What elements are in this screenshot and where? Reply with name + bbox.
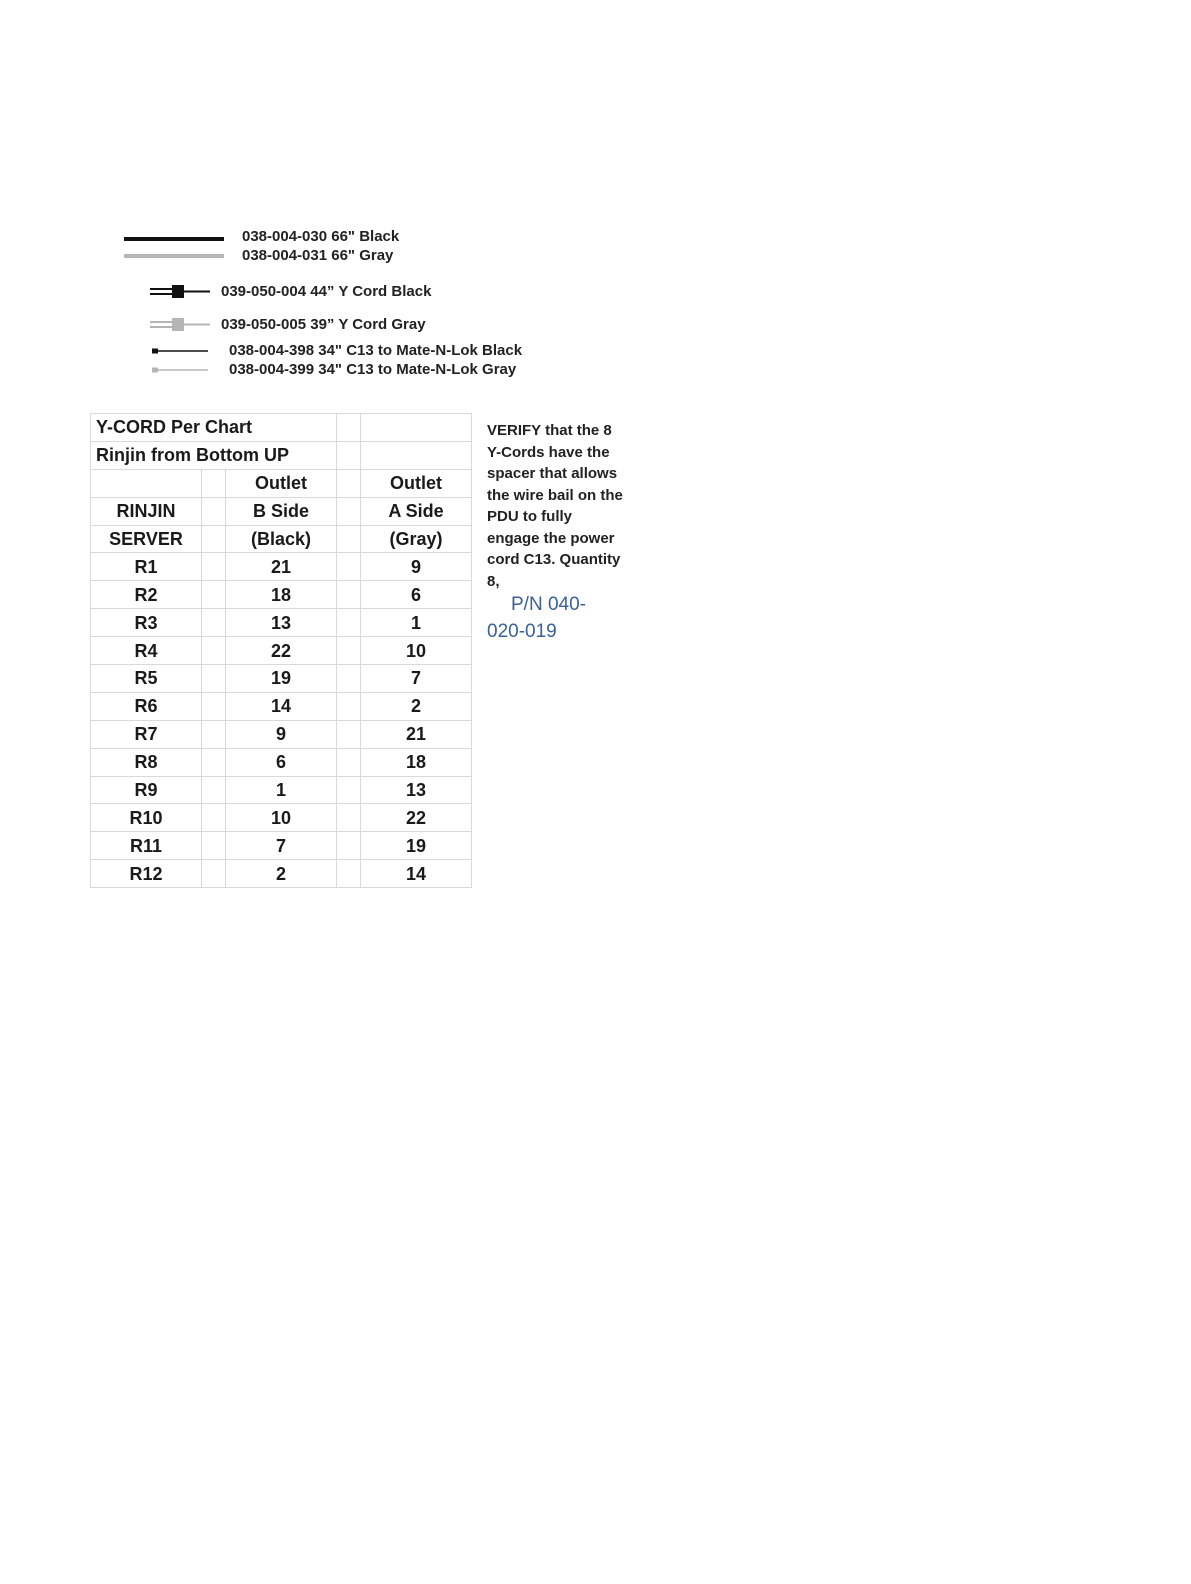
table-subtitle: Rinjin from Bottom UP (91, 441, 337, 469)
y-cord-chart-table (90, 413, 472, 888)
legend-item-c13-gray: 038-004-399 34" C13 to Mate-N-Lok Gray (229, 361, 517, 378)
y-cord-gray-icon (148, 316, 212, 334)
header-outlet-a: Outlet (361, 469, 472, 497)
b-side-cell: 19 (226, 665, 337, 693)
header-b-side: B Side (226, 497, 337, 525)
b-side-cell: 18 (226, 581, 337, 609)
table-row (91, 637, 472, 665)
b-side-cell: 2 (226, 860, 337, 888)
table-title-row (91, 414, 472, 442)
server-cell: R3 (91, 609, 202, 637)
a-side-cell: 6 (361, 581, 472, 609)
header-server: SERVER (91, 525, 202, 553)
part-number-line1: P/N 040- (511, 594, 586, 615)
table-header-row (91, 469, 472, 497)
b-side-cell: 7 (226, 832, 337, 860)
table-row (91, 553, 472, 581)
legend-item-66-black: 038-004-030 66" Black (242, 228, 400, 245)
a-side-cell: 14 (361, 860, 472, 888)
table-row (91, 832, 472, 860)
a-side-cell: 21 (361, 720, 472, 748)
legend-item-y-cord-gray: 039-050-005 39” Y Cord Gray (221, 316, 426, 333)
server-cell: R8 (91, 748, 202, 776)
table-row (91, 609, 472, 637)
legend-item-y-cord-black: 039-050-004 44” Y Cord Black (221, 283, 432, 300)
a-side-cell: 7 (361, 665, 472, 693)
c13-gray-cord-icon (150, 365, 210, 375)
c13-black-cord-icon (150, 346, 210, 356)
header-black: (Black) (226, 525, 337, 553)
legend-item-66-gray: 038-004-031 66" Gray (242, 247, 394, 264)
black-cord-line-icon (122, 234, 226, 244)
header-gray: (Gray) (361, 525, 472, 553)
gray-cord-line-icon (122, 251, 226, 261)
b-side-cell: 13 (226, 609, 337, 637)
table-row (91, 748, 472, 776)
y-cord-black-icon (148, 283, 212, 301)
table-row (91, 860, 472, 888)
part-number-note (487, 591, 617, 645)
server-cell: R11 (91, 832, 202, 860)
server-cell: R1 (91, 553, 202, 581)
table-row (91, 776, 472, 804)
server-cell: R10 (91, 804, 202, 832)
verify-note: VERIFY that the 8 Y-Cords have the spacer that allows the wire bail on the PDU to fully engage the power cord C13. Quantity 8, (487, 422, 623, 590)
header-rinjin: RINJIN (91, 497, 202, 525)
legend-item-c13-black: 038-004-398 34" C13 to Mate-N-Lok Black (229, 342, 523, 359)
a-side-cell: 22 (361, 804, 472, 832)
a-side-cell: 10 (361, 637, 472, 665)
a-side-cell: 1 (361, 609, 472, 637)
b-side-cell: 22 (226, 637, 337, 665)
table-header-row (91, 525, 472, 553)
table-row (91, 720, 472, 748)
server-cell: R4 (91, 637, 202, 665)
table-row (91, 581, 472, 609)
b-side-cell: 14 (226, 692, 337, 720)
table-header-row (91, 497, 472, 525)
table-row (91, 692, 472, 720)
a-side-cell: 9 (361, 553, 472, 581)
a-side-cell: 19 (361, 832, 472, 860)
b-side-cell: 9 (226, 720, 337, 748)
b-side-cell: 21 (226, 553, 337, 581)
server-cell: R7 (91, 720, 202, 748)
header-outlet-b: Outlet (226, 469, 337, 497)
a-side-cell: 18 (361, 748, 472, 776)
table-title: Y-CORD Per Chart (91, 414, 337, 442)
server-cell: R2 (91, 581, 202, 609)
b-side-cell: 1 (226, 776, 337, 804)
a-side-cell: 2 (361, 692, 472, 720)
server-cell: R12 (91, 860, 202, 888)
header-a-side: A Side (361, 497, 472, 525)
b-side-cell: 10 (226, 804, 337, 832)
table-row (91, 804, 472, 832)
a-side-cell: 13 (361, 776, 472, 804)
table-row (91, 665, 472, 693)
part-number-line2: 020-019 (487, 621, 557, 642)
server-cell: R6 (91, 692, 202, 720)
server-cell: R5 (91, 665, 202, 693)
table-subtitle-row (91, 441, 472, 469)
server-cell: R9 (91, 776, 202, 804)
b-side-cell: 6 (226, 748, 337, 776)
